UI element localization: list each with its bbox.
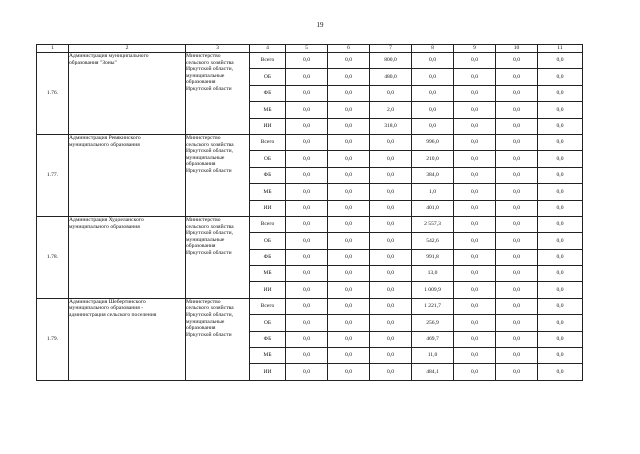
value-cell-col-6: 0,0 <box>328 85 370 101</box>
organization-line: муниципальные <box>186 72 225 79</box>
value-cell-col-10: 0,0 <box>496 282 538 298</box>
value-cell-col-7: 800,0 <box>370 53 412 69</box>
value-cell-col-11: 0,0 <box>538 249 583 265</box>
value-cell-col-10: 0,0 <box>496 315 538 331</box>
entry-responsible-organization <box>186 216 250 298</box>
value-cell-col-8: 469,7 <box>412 331 454 347</box>
value-cell-col-11: 0,0 <box>538 315 583 331</box>
value-cell-col-6: 0,0 <box>328 118 370 134</box>
value-cell-col-11: 0,0 <box>538 200 583 216</box>
value-cell-col-5: 0,0 <box>286 364 328 380</box>
value-cell-col-7: 0,0 <box>370 364 412 380</box>
organization-line: Иркутской области <box>186 331 232 338</box>
value-cell-col-7: 0,0 <box>370 85 412 101</box>
funding-source-label: ИИ <box>250 118 286 134</box>
value-cell-col-10: 0,0 <box>496 184 538 200</box>
organization-line: образования <box>186 325 216 332</box>
value-cell-col-6: 0,0 <box>328 184 370 200</box>
value-cell-col-10: 0,0 <box>496 249 538 265</box>
entry-administration-name <box>69 298 186 380</box>
header-col-5: 5 <box>286 45 328 53</box>
value-cell-col-5: 0,0 <box>286 266 328 282</box>
funding-source-label: ИИ <box>250 200 286 216</box>
value-cell-col-6: 0,0 <box>328 266 370 282</box>
funding-source-label: ОБ <box>250 315 286 331</box>
entry-number: 1.76. <box>37 53 69 135</box>
value-cell-col-11: 0,0 <box>538 184 583 200</box>
funding-source-label: ОБ <box>250 151 286 167</box>
entry-responsible-organization <box>186 298 250 380</box>
value-cell-col-7: 0,0 <box>370 233 412 249</box>
funding-source-label: МБ <box>250 102 286 118</box>
organization-line: Иркутской области <box>186 249 232 256</box>
organization-line: Министерство <box>186 216 221 223</box>
value-cell-col-6: 0,0 <box>328 200 370 216</box>
entry-administration-name <box>69 53 186 135</box>
entry-responsible-organization <box>186 134 250 216</box>
administration-name-line: образования "Зоны" <box>69 59 117 66</box>
value-cell-col-8: 996,0 <box>412 134 454 150</box>
administration-name-line: муниципального образования - <box>69 305 144 312</box>
entry-administration-name <box>69 216 186 298</box>
organization-line: образования <box>186 243 216 250</box>
value-cell-col-7: 0,0 <box>370 331 412 347</box>
value-cell-col-11: 0,0 <box>538 331 583 347</box>
value-cell-col-11: 0,0 <box>538 266 583 282</box>
administration-name-line: Администрация Ревякинского <box>69 134 141 141</box>
value-cell-col-8: 256,9 <box>412 315 454 331</box>
value-cell-col-11: 0,0 <box>538 233 583 249</box>
value-cell-col-10: 0,0 <box>496 167 538 183</box>
value-cell-col-6: 0,0 <box>328 249 370 265</box>
budget-table <box>36 44 583 381</box>
value-cell-col-11: 0,0 <box>538 69 583 85</box>
value-cell-col-10: 0,0 <box>496 298 538 314</box>
organization-line: муниципальные <box>186 154 225 161</box>
value-cell-col-10: 0,0 <box>496 233 538 249</box>
value-cell-col-9: 0,0 <box>454 315 496 331</box>
administration-name-line: Администрация Шебертинского <box>69 298 146 305</box>
value-cell-col-9: 0,0 <box>454 233 496 249</box>
value-cell-col-9: 0,0 <box>454 85 496 101</box>
value-cell-col-5: 0,0 <box>286 167 328 183</box>
value-cell-col-10: 0,0 <box>496 69 538 85</box>
value-cell-col-8: 2 557,3 <box>412 216 454 232</box>
value-cell-col-9: 0,0 <box>454 118 496 134</box>
header-col-11: 11 <box>538 45 583 53</box>
value-cell-col-9: 0,0 <box>454 184 496 200</box>
value-cell-col-10: 0,0 <box>496 85 538 101</box>
header-col-3: 3 <box>186 45 250 53</box>
value-cell-col-7: 480,0 <box>370 69 412 85</box>
value-cell-col-6: 0,0 <box>328 53 370 69</box>
value-cell-col-6: 0,0 <box>328 331 370 347</box>
value-cell-col-8: 0,0 <box>412 118 454 134</box>
value-cell-col-11: 0,0 <box>538 348 583 364</box>
organization-line: образования <box>186 79 216 86</box>
value-cell-col-5: 0,0 <box>286 249 328 265</box>
value-cell-col-8: 210,0 <box>412 151 454 167</box>
entry-number: 1.77. <box>37 134 69 216</box>
value-cell-col-7: 0,0 <box>370 282 412 298</box>
value-cell-col-7: 0,0 <box>370 249 412 265</box>
header-col-1: 1 <box>37 45 69 53</box>
value-cell-col-7: 0,0 <box>370 200 412 216</box>
header-col-2: 2 <box>69 45 186 53</box>
value-cell-col-11: 0,0 <box>538 364 583 380</box>
funding-source-label: ФБ <box>250 167 286 183</box>
value-cell-col-9: 0,0 <box>454 200 496 216</box>
value-cell-col-8: 0,0 <box>412 85 454 101</box>
value-cell-col-5: 0,0 <box>286 69 328 85</box>
funding-source-label: Всего <box>250 216 286 232</box>
value-cell-col-10: 0,0 <box>496 151 538 167</box>
value-cell-col-9: 0,0 <box>454 331 496 347</box>
value-cell-col-11: 0,0 <box>538 167 583 183</box>
entry-administration-name <box>69 134 186 216</box>
value-cell-col-9: 0,0 <box>454 167 496 183</box>
organization-line: Министерство <box>186 53 221 59</box>
value-cell-col-5: 0,0 <box>286 282 328 298</box>
value-cell-col-10: 0,0 <box>496 331 538 347</box>
value-cell-col-5: 0,0 <box>286 298 328 314</box>
value-cell-col-6: 0,0 <box>328 216 370 232</box>
value-cell-col-8: 11,0 <box>412 348 454 364</box>
value-cell-col-6: 0,0 <box>328 364 370 380</box>
funding-source-label: ОБ <box>250 233 286 249</box>
value-cell-col-6: 0,0 <box>328 102 370 118</box>
funding-source-label: ОБ <box>250 69 286 85</box>
organization-line: Иркутской области, <box>186 230 233 237</box>
value-cell-col-5: 0,0 <box>286 53 328 69</box>
value-cell-col-8: 991,8 <box>412 249 454 265</box>
value-cell-col-9: 0,0 <box>454 53 496 69</box>
value-cell-col-11: 0,0 <box>538 298 583 314</box>
value-cell-col-11: 0,0 <box>538 216 583 232</box>
value-cell-col-10: 0,0 <box>496 200 538 216</box>
table-body <box>37 53 583 381</box>
value-cell-col-7: 0,0 <box>370 266 412 282</box>
organization-line: Министерство <box>186 134 221 141</box>
table-header <box>37 45 583 53</box>
value-cell-col-8: 0,0 <box>412 69 454 85</box>
value-cell-col-5: 0,0 <box>286 200 328 216</box>
value-cell-col-6: 0,0 <box>328 282 370 298</box>
value-cell-col-7: 0,0 <box>370 167 412 183</box>
value-cell-col-7: 0,0 <box>370 216 412 232</box>
value-cell-col-10: 0,0 <box>496 364 538 380</box>
organization-line: сельского хозяйства <box>186 305 234 312</box>
header-row <box>37 45 583 53</box>
value-cell-col-7: 0,0 <box>370 184 412 200</box>
value-cell-col-11: 0,0 <box>538 282 583 298</box>
value-cell-col-5: 0,0 <box>286 233 328 249</box>
value-cell-col-9: 0,0 <box>454 364 496 380</box>
value-cell-col-9: 0,0 <box>454 266 496 282</box>
value-cell-col-11: 0,0 <box>538 53 583 69</box>
value-cell-col-7: 2,0 <box>370 102 412 118</box>
value-cell-col-10: 0,0 <box>496 134 538 150</box>
organization-line: сельского хозяйства <box>186 223 234 230</box>
value-cell-col-5: 0,0 <box>286 102 328 118</box>
value-cell-col-6: 0,0 <box>328 134 370 150</box>
organization-line: сельского хозяйства <box>186 59 234 66</box>
funding-source-label: ФБ <box>250 331 286 347</box>
entry-responsible-organization <box>186 53 250 135</box>
funding-source-label: МБ <box>250 348 286 364</box>
value-cell-col-8: 1 009,9 <box>412 282 454 298</box>
header-col-7: 7 <box>370 45 412 53</box>
value-cell-col-8: 0,0 <box>412 53 454 69</box>
value-cell-col-9: 0,0 <box>454 151 496 167</box>
table-row <box>37 298 583 314</box>
value-cell-col-9: 0,0 <box>454 134 496 150</box>
value-cell-col-7: 0,0 <box>370 315 412 331</box>
header-col-8: 8 <box>412 45 454 53</box>
value-cell-col-5: 0,0 <box>286 315 328 331</box>
table-row <box>37 134 583 150</box>
value-cell-col-7: 318,0 <box>370 118 412 134</box>
value-cell-col-11: 0,0 <box>538 134 583 150</box>
entry-number: 1.79. <box>37 298 69 380</box>
value-cell-col-10: 0,0 <box>496 53 538 69</box>
value-cell-col-7: 0,0 <box>370 151 412 167</box>
value-cell-col-5: 0,0 <box>286 85 328 101</box>
administration-name-line: муниципального образования <box>69 141 140 148</box>
value-cell-col-11: 0,0 <box>538 102 583 118</box>
header-col-10: 10 <box>496 45 538 53</box>
organization-line: Иркутской области, <box>186 148 233 155</box>
value-cell-col-9: 0,0 <box>454 298 496 314</box>
header-col-9: 9 <box>454 45 496 53</box>
value-cell-col-8: 384,0 <box>412 167 454 183</box>
funding-source-label: Всего <box>250 134 286 150</box>
value-cell-col-5: 0,0 <box>286 331 328 347</box>
value-cell-col-9: 0,0 <box>454 249 496 265</box>
table-row <box>37 53 583 69</box>
value-cell-col-8: 0,0 <box>412 102 454 118</box>
value-cell-col-6: 0,0 <box>328 151 370 167</box>
value-cell-col-5: 0,0 <box>286 134 328 150</box>
organization-line: Иркутской области <box>186 167 232 174</box>
funding-source-label: ИИ <box>250 364 286 380</box>
value-cell-col-10: 0,0 <box>496 348 538 364</box>
value-cell-col-11: 0,0 <box>538 151 583 167</box>
organization-line: сельского хозяйства <box>186 141 234 148</box>
value-cell-col-9: 0,0 <box>454 69 496 85</box>
organization-line: Иркутской области, <box>186 312 233 319</box>
value-cell-col-6: 0,0 <box>328 348 370 364</box>
administration-name-line: муниципального образования <box>69 223 140 230</box>
value-cell-col-5: 0,0 <box>286 216 328 232</box>
value-cell-col-7: 0,0 <box>370 298 412 314</box>
value-cell-col-6: 0,0 <box>328 69 370 85</box>
organization-line: муниципальные <box>186 318 225 325</box>
funding-source-label: ИИ <box>250 282 286 298</box>
value-cell-col-6: 0,0 <box>328 233 370 249</box>
value-cell-col-7: 0,0 <box>370 134 412 150</box>
funding-source-label: МБ <box>250 266 286 282</box>
value-cell-col-10: 0,0 <box>496 266 538 282</box>
funding-source-label: Всего <box>250 298 286 314</box>
page-number: 19 <box>316 21 324 29</box>
value-cell-col-8: 13,0 <box>412 266 454 282</box>
administration-name-line: Администрация муниципального <box>69 53 149 59</box>
value-cell-col-8: 401,0 <box>412 200 454 216</box>
value-cell-col-10: 0,0 <box>496 118 538 134</box>
value-cell-col-7: 0,0 <box>370 348 412 364</box>
administration-name-line: Администрация Худоеланского <box>69 216 144 223</box>
table-row <box>37 216 583 232</box>
value-cell-col-6: 0,0 <box>328 167 370 183</box>
organization-line: Иркутской области, <box>186 66 233 73</box>
funding-source-label: Всего <box>250 53 286 69</box>
administration-name-line: администрация сельского поселения <box>69 312 157 319</box>
value-cell-col-8: 1 221,7 <box>412 298 454 314</box>
funding-source-label: МБ <box>250 184 286 200</box>
value-cell-col-8: 484,1 <box>412 364 454 380</box>
organization-line: Иркутской области <box>186 85 232 92</box>
value-cell-col-9: 0,0 <box>454 216 496 232</box>
header-col-6: 6 <box>328 45 370 53</box>
value-cell-col-9: 0,0 <box>454 102 496 118</box>
organization-line: муниципальные <box>186 236 225 243</box>
value-cell-col-11: 0,0 <box>538 118 583 134</box>
value-cell-col-6: 0,0 <box>328 315 370 331</box>
value-cell-col-9: 0,0 <box>454 282 496 298</box>
value-cell-col-6: 0,0 <box>328 298 370 314</box>
funding-source-label: ФБ <box>250 85 286 101</box>
value-cell-col-5: 0,0 <box>286 184 328 200</box>
value-cell-col-11: 0,0 <box>538 85 583 101</box>
organization-line: Министерство <box>186 298 221 305</box>
value-cell-col-9: 0,0 <box>454 348 496 364</box>
funding-source-label: ФБ <box>250 249 286 265</box>
value-cell-col-10: 0,0 <box>496 102 538 118</box>
value-cell-col-8: 542,6 <box>412 233 454 249</box>
header-col-4: 4 <box>250 45 286 53</box>
value-cell-col-8: 1,0 <box>412 184 454 200</box>
value-cell-col-5: 0,0 <box>286 348 328 364</box>
organization-line: образования <box>186 161 216 168</box>
value-cell-col-10: 0,0 <box>496 216 538 232</box>
value-cell-col-5: 0,0 <box>286 118 328 134</box>
entry-number: 1.78. <box>37 216 69 298</box>
value-cell-col-5: 0,0 <box>286 151 328 167</box>
